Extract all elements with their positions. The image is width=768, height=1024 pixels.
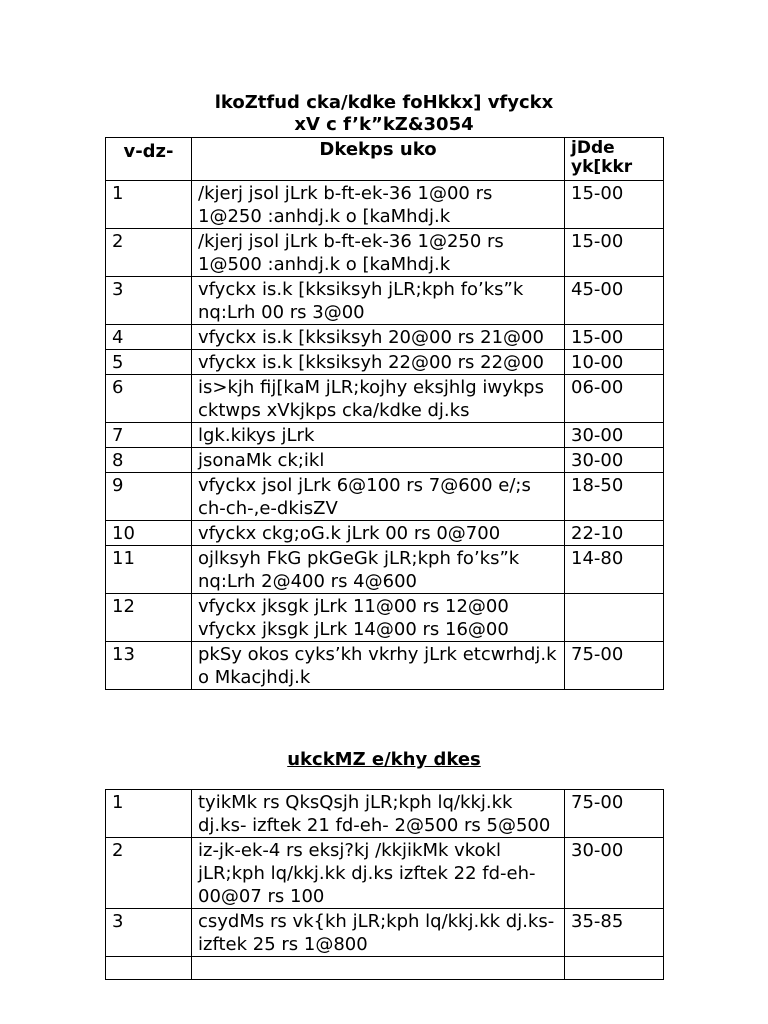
cell-amount: 30-00 (565, 448, 664, 473)
header-amount: jDde yk[kkr (565, 138, 664, 181)
table-row (106, 350, 664, 375)
table-row (106, 473, 664, 521)
cell-serial: 8 (106, 448, 192, 473)
document-subtitle: xV c f’k”kZ&3054 (294, 114, 474, 135)
table-row (106, 277, 664, 325)
header-serial: v-dz- (106, 138, 192, 181)
cell-work-name: jsonaMk ck;ikl (192, 448, 565, 473)
cell-work-name: vfyckx ckg;oG.k jLrk 00 rs 0@700 (192, 521, 565, 546)
cell-work-name: ojlksyh FkG pkGeGk jLR;kph fo’ks”k nq:Lrh 2@400 rs 4@600 (192, 546, 565, 594)
table-row (106, 642, 664, 690)
cell-work-name: vfyckx is.k [kksiksyh jLR;kph fo’ks”k nq:Lrh 00 rs 3@00 (192, 277, 565, 325)
cell-work-name: pkSy okos cyks’kh vkrhy jLrk etcwrhdj.k o Mkacjhdj.k (192, 642, 565, 690)
header-work-name: Dkekps uko (192, 138, 565, 181)
table-row (106, 521, 664, 546)
cell-serial: 12 (106, 594, 192, 642)
cell-amount: 45-00 (565, 277, 664, 325)
cell-amount: 14-80 (565, 546, 664, 594)
cell-work-name: iz-jk-ek-4 rs eksj?kj /kkjikMk vkokl jLR;kph lq/kkj.kk dj.ks izftek 22 fd-eh-00@07 rs 100 (192, 838, 565, 909)
cell-amount: 15-00 (565, 229, 664, 277)
cell-amount: 15-00 (565, 181, 664, 229)
cell-amount: 10-00 (565, 350, 664, 375)
table-row (106, 909, 664, 957)
cell-work-name (192, 957, 565, 980)
cell-serial: 5 (106, 350, 192, 375)
table-row (106, 375, 664, 423)
cell-amount: 75-00 (565, 642, 664, 690)
cell-serial: 9 (106, 473, 192, 521)
cell-work-name: is>kjh fij[kaM jLR;kojhy eksjhlg iwykps cktwps xVkjkps cka/kdke dj.ks (192, 375, 565, 423)
cell-serial: 3 (106, 909, 192, 957)
nabard-works-table (105, 789, 664, 980)
cell-serial: 13 (106, 642, 192, 690)
cell-amount: 30-00 (565, 423, 664, 448)
cell-work-name: vfyckx is.k [kksiksyh 20@00 rs 21@00 (192, 325, 565, 350)
header-row (106, 138, 664, 181)
table-row (106, 957, 664, 980)
works-table (105, 137, 664, 690)
cell-amount: 22-10 (565, 521, 664, 546)
table-row (106, 838, 664, 909)
cell-serial: 3 (106, 277, 192, 325)
document-title: lkoZtfud cka/kdke foHkkx] vfyckx (214, 92, 554, 113)
cell-work-name: vfyckx is.k [kksiksyh 22@00 rs 22@00 (192, 350, 565, 375)
cell-serial: 7 (106, 423, 192, 448)
cell-amount: 75-00 (565, 790, 664, 838)
cell-amount: 30-00 (565, 838, 664, 909)
cell-serial (106, 957, 192, 980)
table-row (106, 325, 664, 350)
cell-serial: 1 (106, 790, 192, 838)
table-row (106, 546, 664, 594)
table-row (106, 594, 664, 642)
cell-work-name: tyikMk rs QksQsjh jLR;kph lq/kkj.kk dj.ks- izftek 21 fd-eh- 2@500 rs 5@500 (192, 790, 565, 838)
cell-amount: 18-50 (565, 473, 664, 521)
cell-serial: 6 (106, 375, 192, 423)
cell-amount: 06-00 (565, 375, 664, 423)
table-row (106, 790, 664, 838)
table-row (106, 181, 664, 229)
cell-amount: 15-00 (565, 325, 664, 350)
cell-serial: 4 (106, 325, 192, 350)
cell-serial: 2 (106, 838, 192, 909)
cell-work-name: vfyckx jsol jLrk 6@100 rs 7@600 e/;s ch-ch-,e-dkisZV (192, 473, 565, 521)
cell-amount (565, 594, 664, 642)
cell-amount (565, 957, 664, 980)
cell-work-name: vfyckx jksgk jLrk 11@00 rs 12@00 vfyckx jksgk jLrk 14@00 rs 16@00 (192, 594, 565, 642)
table-row (106, 423, 664, 448)
cell-work-name: csydMs rs vk{kh jLR;kph lq/kkj.kk dj.ks-izftek 25 rs 1@800 (192, 909, 565, 957)
cell-serial: 10 (106, 521, 192, 546)
cell-serial: 1 (106, 181, 192, 229)
cell-work-name: /kjerj jsol jLrk b-ft-ek-36 1@00 rs 1@250 :anhdj.k o [kaMhdj.k (192, 181, 565, 229)
cell-serial: 11 (106, 546, 192, 594)
table-row (106, 229, 664, 277)
cell-serial: 2 (106, 229, 192, 277)
table-row (106, 448, 664, 473)
cell-work-name: /kjerj jsol jLrk b-ft-ek-36 1@250 rs 1@500 :anhdj.k o [kaMhdj.k (192, 229, 565, 277)
cell-amount: 35-85 (565, 909, 664, 957)
section-title: ukckMZ e/khy dkes (287, 749, 481, 770)
cell-work-name: lgk.kikys jLrk (192, 423, 565, 448)
